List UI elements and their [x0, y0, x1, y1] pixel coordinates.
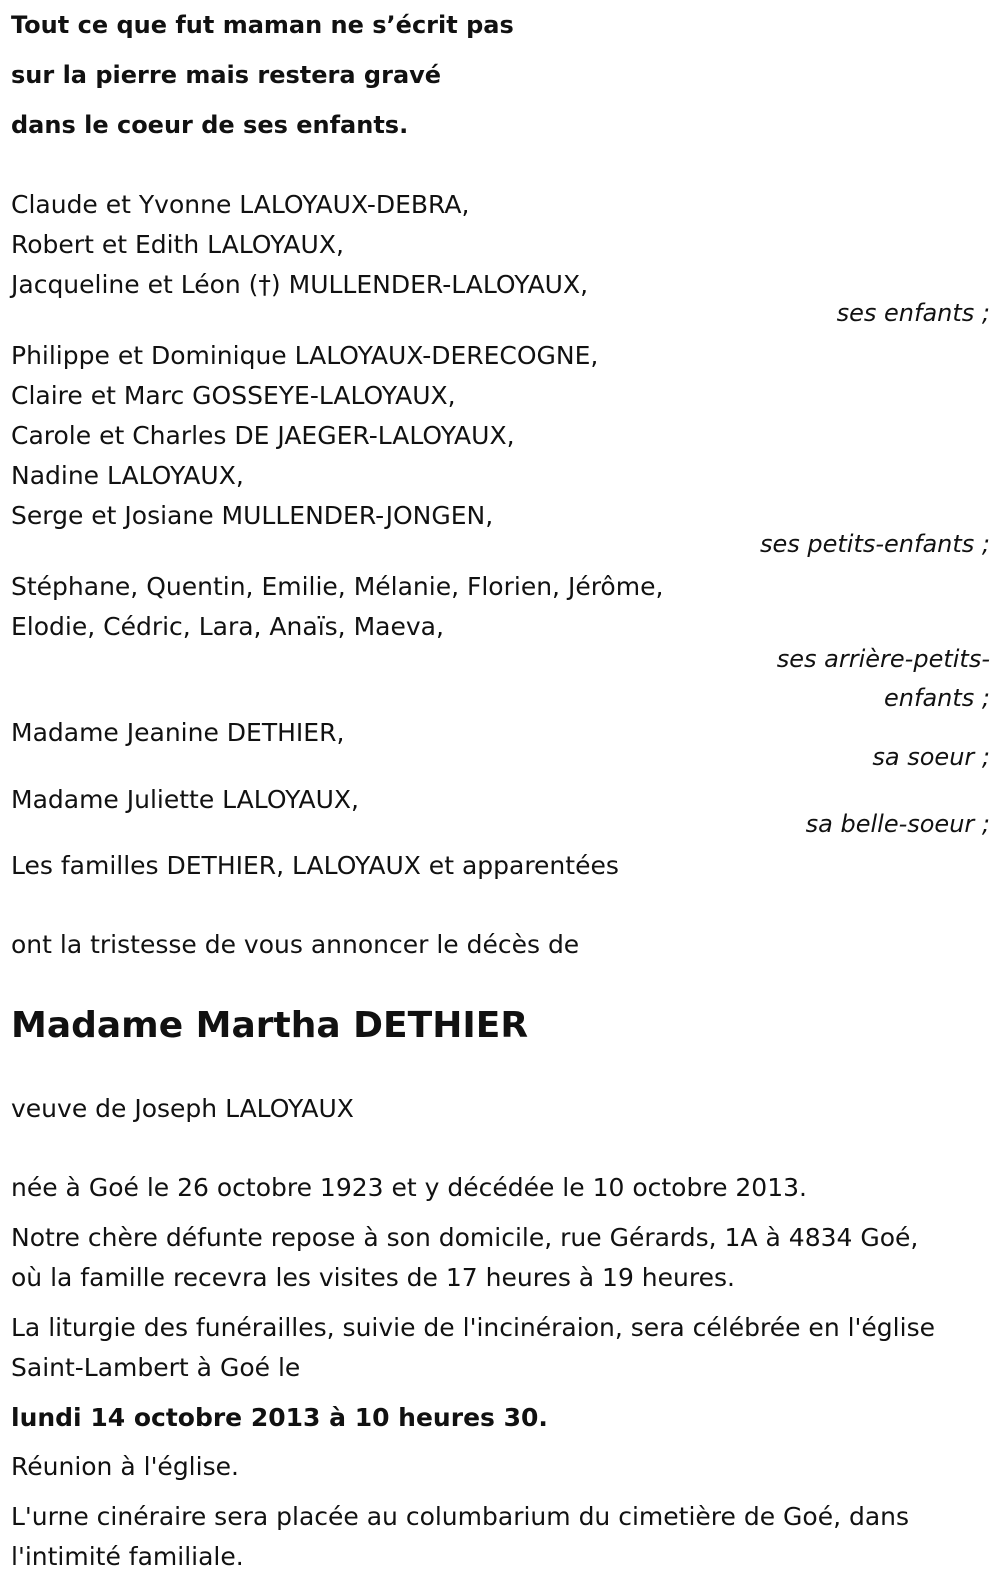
family-role: ses petits-enfants ;	[759, 530, 990, 558]
family-group-sister	[11, 713, 990, 777]
family-name-line: Jacqueline et Léon (†) MULLENDER-LALOYAUX,	[11, 270, 589, 299]
family-name-line: Madame Juliette LALOYAUX,	[11, 785, 359, 814]
birth-death: née à Goé le 26 octobre 1923 et y décédée le 10 octobre 2013.	[11, 1173, 807, 1202]
rest-place	[11, 1218, 990, 1298]
epitaph-line: Tout ce que fut maman ne s’écrit pas	[11, 11, 514, 39]
family-role: ses arrière-petits-	[776, 645, 990, 673]
liturgy-line: Saint-Lambert à Goé le	[11, 1353, 301, 1382]
family-name-line: Philippe et Dominique LALOYAUX-DERECOGNE,	[11, 341, 599, 370]
family-group-sister-in-law	[11, 780, 990, 844]
family-name-line: Claire et Marc GOSSEYE-LALOYAUX,	[11, 381, 456, 410]
family-role: enfants ;	[884, 684, 990, 712]
widow-of: veuve de Joseph LALOYAUX	[11, 1094, 354, 1123]
family-name-line: Robert et Edith LALOYAUX,	[11, 230, 344, 259]
family-name-line: Madame Jeanine DETHIER,	[11, 718, 345, 747]
urn-line: l'intimité familiale.	[11, 1542, 244, 1571]
family-group-great-grandchildren	[11, 567, 990, 718]
urn-placement	[11, 1497, 990, 1577]
liturgy-line: La liturgie des funérailles, suivie de l'incinéraion, sera célébrée en l'église	[11, 1313, 935, 1342]
family-name-line: Serge et Josiane MULLENDER-JONGEN,	[11, 501, 494, 530]
family-role: sa belle-soeur ;	[805, 810, 990, 838]
urn-line: L'urne cinéraire sera placée au columbarium du cimetière de Goé, dans	[11, 1502, 910, 1531]
family-name-line: Carole et Charles DE JAEGER-LALOYAUX,	[11, 421, 515, 450]
family-name-line: Nadine LALOYAUX,	[11, 461, 244, 490]
family-name-line: Stéphane, Quentin, Emilie, Mélanie, Florien, Jérôme,	[11, 572, 664, 601]
family-group-children	[11, 185, 990, 333]
rest-place-line: Notre chère défunte repose à son domicile, rue Gérards, 1A à 4834 Goé,	[11, 1223, 919, 1252]
ceremony-datetime: lundi 14 octobre 2013 à 10 heures 30.	[11, 1403, 548, 1432]
family-name-line: Claude et Yvonne LALOYAUX-DEBRA,	[11, 190, 470, 219]
epitaph	[11, 0, 990, 150]
family-role: sa soeur ;	[872, 743, 990, 771]
announcement: ont la tristesse de vous annoncer le décès de	[11, 930, 580, 959]
liturgy	[11, 1308, 990, 1388]
family-list	[11, 185, 990, 886]
deceased-name: Madame Martha DETHIER	[11, 1005, 529, 1046]
epitaph-line: dans le coeur de ses enfants.	[11, 111, 409, 139]
rest-place-line: où la famille recevra les visites de 17 heures à 19 heures.	[11, 1263, 735, 1292]
family-name-line: Elodie, Cédric, Lara, Anaïs, Maeva,	[11, 612, 444, 641]
family-role: ses enfants ;	[836, 299, 990, 327]
gathering: Réunion à l'église.	[11, 1452, 239, 1481]
other-families: Les familles DETHIER, LALOYAUX et apparentées	[11, 851, 619, 880]
family-group-grandchildren	[11, 336, 990, 564]
epitaph-line: sur la pierre mais restera gravé	[11, 61, 442, 89]
